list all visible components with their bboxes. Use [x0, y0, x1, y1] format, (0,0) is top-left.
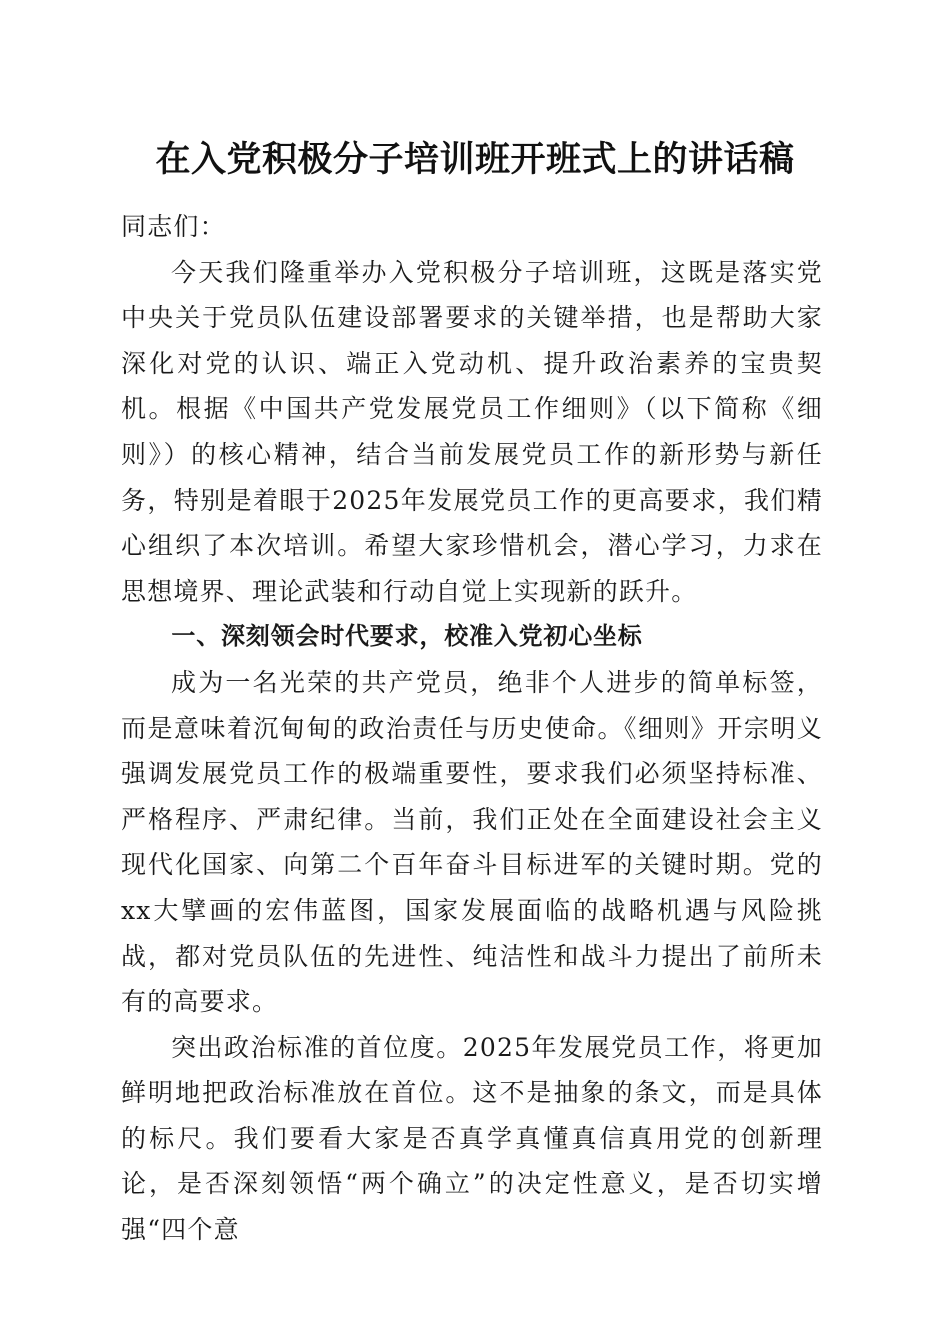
salutation: 同志们： [121, 212, 226, 241]
document-body [121, 204, 823, 1253]
section-heading: 一、深刻领会时代要求，校准入党初心坐标 [171, 622, 643, 651]
paragraph-political-standard: 突出政治标准的首位度。2025年发展党员工作，将更加鲜明地把政治标准放在首位。这不是抽象的条文，而是具体的标尺。我们要看大家是否真学真懂真信真用党的创新理论，是否深刻领悟“两个确立”的决定性意义，是否切实增强“四个意 [121, 1032, 823, 1245]
paragraph-section-1: 成为一名光荣的共产党员，绝非个人进步的简单标签，而是意味着沉甸甸的政治责任与历史使命。《细则》开宗明义强调发展党员工作的极端重要性，要求我们必须坚持标准、严格程序、严肃纪律。当前，我们正处在全面建设社会主义现代化国家、向第二个百年奋斗目标进军的关键时期。党的xx大擘画的宏伟蓝图，国家发展面临的战略机遇与风险挑战，都对党员队伍的先进性、纯洁性和战斗力提出了前所未有的高要求。 [121, 667, 823, 1017]
document-title: 在入党积极分子培训班开班式上的讲话稿 [155, 140, 795, 180]
paragraph-intro: 今天我们隆重举办入党积极分子培训班，这既是落实党中央关于党员队伍建设部署要求的关键举措，也是帮助大家深化对党的认识、端正入党动机、提升政治素养的宝贵契机。根据《中国共产党发展党员工作细则》（以下简称《细则》）的核心精神，结合当前发展党员工作的新形势与新任务，特别是着眼于2025年发展党员工作的更高要求，我们精心组织了本次培训。希望大家珍惜机会，潜心学习，力求在思想境界、理论武装和行动自觉上实现新的跃升。 [121, 257, 823, 606]
